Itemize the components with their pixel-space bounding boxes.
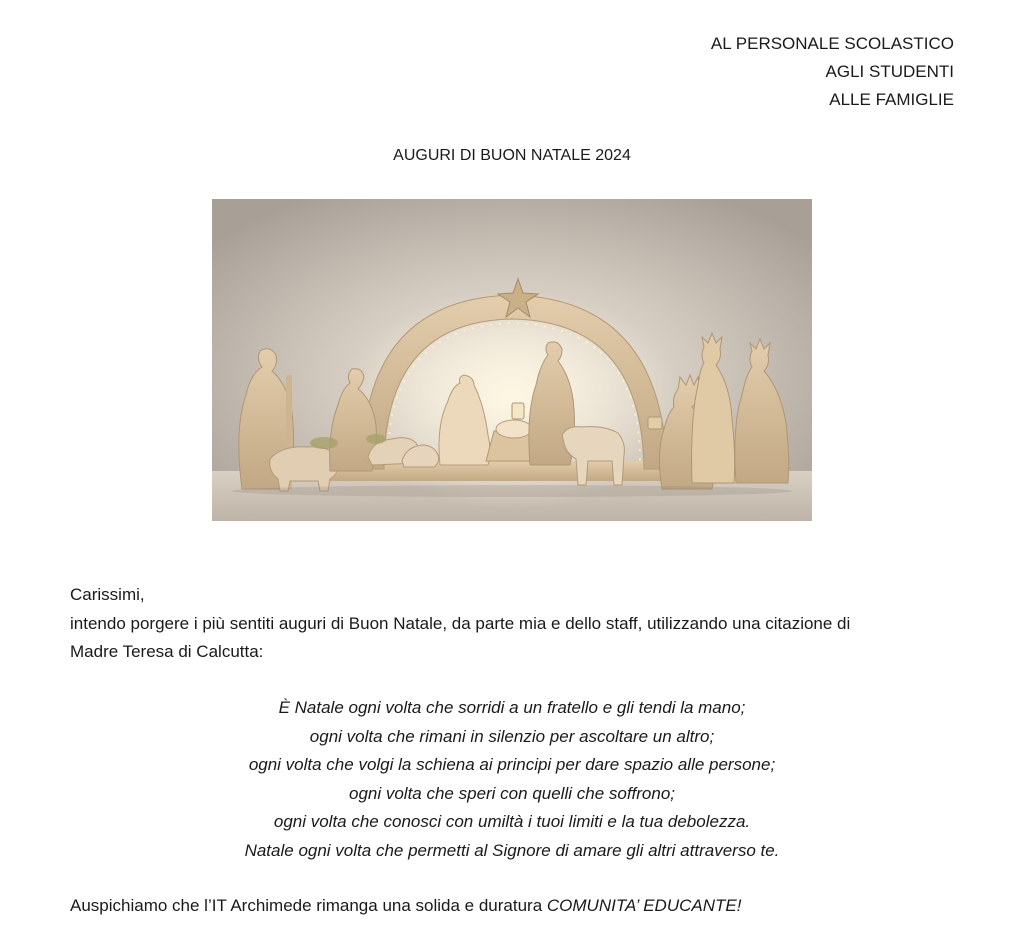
quote-line: ogni volta che conosci con umiltà i tuoi limiti e la tua debolezza. [273, 812, 751, 831]
closing-sentence [70, 893, 741, 919]
closing-text: Auspichiamo che l’IT Archimede rimanga una solida e duratura [70, 896, 547, 915]
intro-line-2: Madre Teresa di Calcutta: [70, 642, 264, 661]
nativity-image [212, 199, 812, 521]
quote-block [0, 694, 1024, 865]
quote-line: ogni volta che rimani in silenzio per ascoltare un altro; [309, 726, 715, 746]
recipient-block [711, 30, 954, 114]
recipient-families: ALLE FAMIGLIE [829, 90, 954, 109]
quote-line: È Natale ogni volta che sorridi a un fratello e gli tendi la mano; [278, 698, 746, 717]
recipient-staff: AL PERSONALE SCOLASTICO [710, 34, 954, 53]
recipient-students: AGLI STUDENTI [825, 62, 954, 81]
intro-line-1: intendo porgere i più sentiti auguri di Buon Natale, da parte mia e dello staff, utilizzando una citazione di [70, 614, 851, 633]
quote-line: Natale ogni volta che permetti al Signore di amare gli altri attraverso te. [244, 840, 780, 860]
intro-paragraph [70, 610, 950, 666]
document-title: AUGURI DI BUON NATALE 2024 [393, 147, 631, 164]
quote-line: ogni volta che volgi la schiena ai principi per dare spazio alle persone; [248, 755, 776, 774]
closing-emphasis: COMUNITA’ EDUCANTE! [546, 896, 742, 915]
quote-line: ogni volta che speri con quelli che soffrono; [348, 783, 676, 803]
salutation: Carissimi, [70, 585, 145, 604]
